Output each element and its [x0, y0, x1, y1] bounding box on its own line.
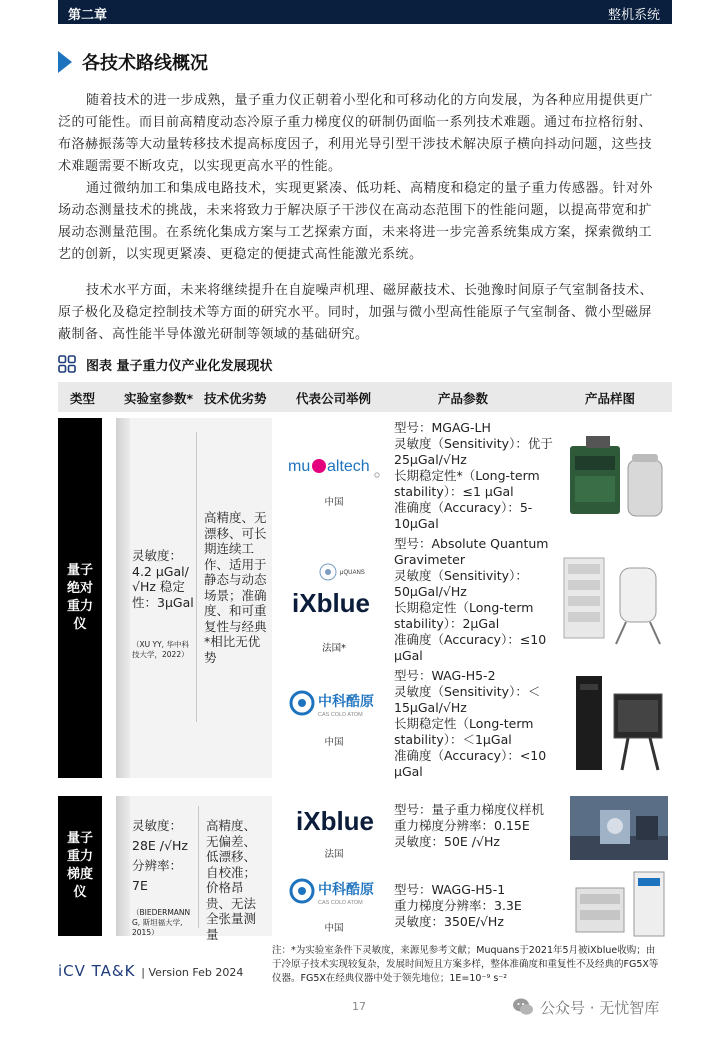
country-ixblue: 法国: [324, 849, 344, 860]
col-header-type: 类型: [70, 391, 96, 406]
svg-text:iXblue: iXblue: [292, 588, 371, 618]
row-divider-strip: [116, 796, 130, 936]
chapter-header-bar: [58, 0, 672, 24]
section-title-text: 各技术路线概况: [82, 53, 208, 74]
category-absolute-gravimeter: 量子绝对重力仪: [58, 418, 102, 778]
col-header-company: 代表公司举例: [296, 391, 372, 406]
muquans-product-photo: [560, 548, 670, 648]
page-number: 17: [352, 1000, 366, 1013]
footnote: 注：*为实验室条件下灵敏度，来源见参考文献；Muquans于2021年5月被iXblue收购；由于冷原子技术实现较复杂，发展时间短且方案多样，整体准确度和重复性不及经典的FG5X等仪器。FG5X在经典仪器中处于领先地位；1E=10⁻⁹ s⁻²: [272, 945, 659, 984]
col-header-lab-params: 实验室参数*: [124, 391, 194, 406]
brand-logo: iCV TA&K | Version Feb 2024: [58, 962, 244, 980]
country-cas-cold-atom-2: 中国: [324, 923, 344, 934]
country-cas-cold-atom: 中国: [324, 737, 344, 748]
figure-caption: [58, 354, 273, 374]
lab-params-absolute: 灵敏度：4.2 μGal/√Hz 稳定性：3μGal: [132, 548, 194, 610]
paragraph-3: 技术水平方面，未来将继续提升在自旋噪声机理、磁屏蔽技术、长弛豫时间原子气室制备技术、原子极化及稳定控制技术等方面的研究水平。同时，加强与微小型高性能原子气室制备、微小型磁屏蔽制备、高性能半导体激光研制等领域的基础研究。: [58, 283, 654, 342]
lab-ref-gradiometer: （BIEDERMANN G, 斯坦福大学, 2015）: [132, 908, 191, 937]
advantages-gradiometer: 高精度、无偏差、低漂移、自校准；价格昂贵、无法全张量测量: [206, 818, 257, 942]
svg-text:CAS COLD ATOM: CAS COLD ATOM: [318, 900, 363, 906]
chevron-right-icon: [58, 51, 72, 73]
cas-cold-atom-product-photo: [566, 670, 670, 774]
column-divider: [196, 432, 197, 722]
watermark: 公众号 · 无忧智库: [512, 996, 659, 1018]
cas-cold-atom-logo: [288, 876, 384, 908]
ixblue-logo: [294, 802, 386, 836]
ixblue-product-photo: [570, 796, 668, 860]
paragraph-1: 随着技术的进一步成熟，量子重力仪正朝着小型化和可移动化的方向发展，为各种应用提供更广泛的可能性。而目前高精度动态冷原子重力梯度仪的研制仍面临一系列技术难题。通过布拉格衍射、布洛赫振荡等大动量转移技术提高标度因子，利用光导引型干涉技术解决原子横向抖动问题，这些技术难题需要不断攻克，以实现更高水平的性能。: [58, 93, 654, 174]
svg-text:altech: altech: [327, 458, 370, 475]
mugaltech-logo: [286, 445, 382, 485]
paragraph-2: 通过微纳加工和集成电路技术，实现更紧凑、低功耗、高精度和稳定的量子重力传感器。针对外场动态测量技术的挑战，未来将致力于解决原子干涉仪在高动态范围下的性能问题，以提高带宽和扩展动态测量范围。在系统化集成方案与工艺探索方面，未来将进一步完善系统集成方案，探索微纳工艺的创新，以实现更紧凑、更稳定的便捷式高性能激光系统。: [58, 181, 654, 262]
country-muquans: 法国*: [322, 643, 346, 654]
figure-caption-text: 图表 量子重力仪产业化发展现状: [86, 358, 273, 374]
cas-cold-atom-logo: [288, 688, 384, 720]
chapter-label: 第二章: [68, 8, 108, 23]
params-ixblue: 型号：量子重力梯度仪样机 重力梯度分辨率：0.15E 灵敏度：50E /√Hz: [394, 802, 545, 849]
section-title: [58, 50, 208, 74]
table-header: [58, 382, 672, 412]
svg-text:中科酷原: 中科酷原: [318, 694, 374, 710]
params-cas-cold-atom-1: 型号：WAG-H5-2 灵敏度（Sensitivity）：＜15μGal/√Hz 长期稳定性（Long-term stability）：＜1μGal 准确度（Accuracy）：<10 μGal: [394, 668, 547, 779]
lab-ref-absolute: （XU YY, 华中科技大学，2022）: [132, 640, 189, 659]
version-label: Version Feb 2024: [148, 966, 244, 979]
col-header-product-image: 产品样图: [585, 391, 636, 406]
category-gravity-gradiometer: 量子重力梯度仪: [58, 796, 102, 936]
col-header-advantages: 技术优劣势: [204, 391, 267, 406]
country-mugaltech: 中国: [324, 497, 344, 508]
svg-text:μQUANS: μQUANS: [340, 570, 365, 576]
cas-gradiometer-product-photo: [570, 868, 670, 940]
svg-text:mu: mu: [288, 458, 311, 475]
col-header-product-params: 产品参数: [438, 391, 489, 406]
lab-params-gradiometer: 灵敏度：28E /√Hz 分辨率：7E: [132, 818, 188, 893]
mugaltech-product-photo: [566, 426, 666, 526]
muquans-ixblue-logo: [288, 560, 384, 618]
wechat-icon: [512, 996, 534, 1018]
grid-icon: [58, 355, 76, 373]
column-divider: [198, 806, 199, 928]
params-mugaltech: 型号：MGAG-LH 灵敏度（Sensitivity）：优于25μGal/√Hz 长期稳定性*（Long-term stability）：≤1 μGal 准确度（Accuracy）：5-10μGal: [394, 420, 553, 531]
svg-text:iXblue: iXblue: [296, 806, 375, 836]
section-label: 整机系统: [607, 8, 660, 23]
row-divider-strip: [116, 418, 130, 778]
svg-text:CAS COLD ATOM: CAS COLD ATOM: [318, 712, 363, 718]
advantages-absolute: 高精度、无漂移、可长期连续工作、适用于静态与动态场景；准确度、和可重复性与经典*相比无优势: [204, 510, 267, 665]
params-cas-cold-atom-2: 型号：WAGG-H5-1 重力梯度分辨率：3.3E 灵敏度：350E/√Hz: [394, 882, 522, 929]
params-muquans: 型号：Absolute Quantum Gravimeter 灵敏度（Sensitivity）：50μGal/√Hz 长期稳定性（Long-term stability）：2μGal 准确度（Accuracy）：≤10 μGal: [394, 536, 549, 663]
svg-text:中科酷原: 中科酷原: [318, 882, 374, 898]
